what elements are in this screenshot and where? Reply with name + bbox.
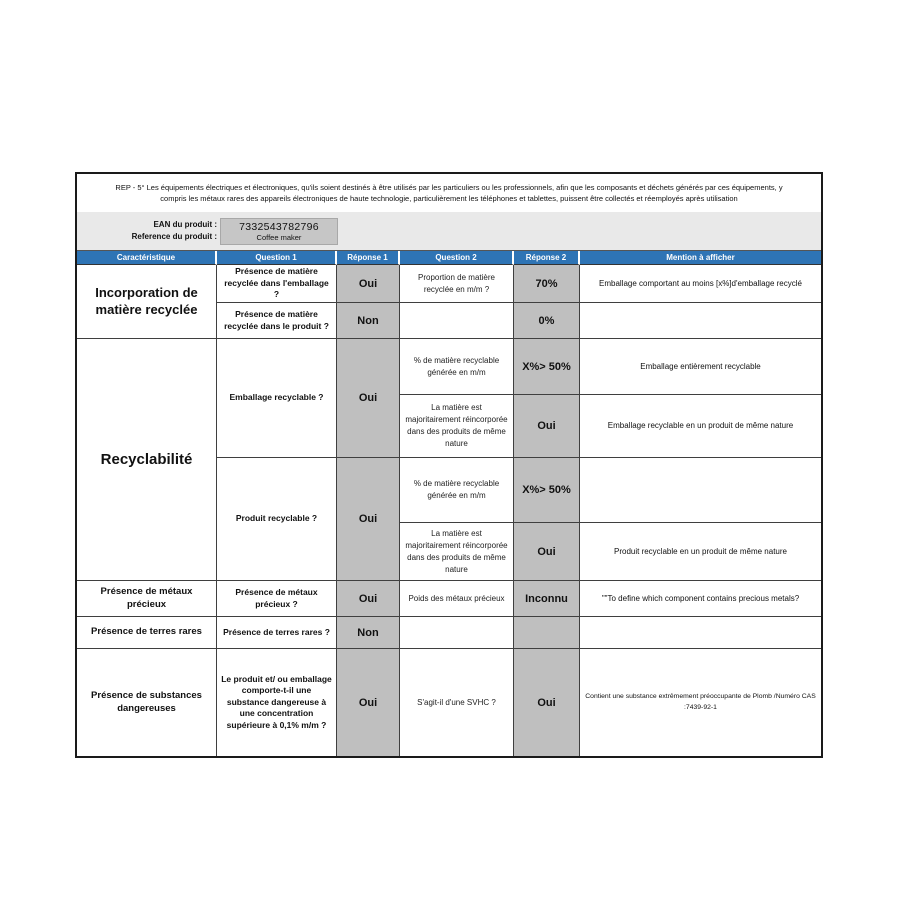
col-header-mention: Mention à afficher xyxy=(580,251,821,265)
mention-substance-preoccupante: Contient une substance extrêmement préoccupante de Plomb /Numéro CAS :7439-92-1 xyxy=(580,649,821,756)
question2-empty-produit xyxy=(400,303,514,339)
question1-matiere-emballage: Présence de matière recyclée dans l'emballage ? xyxy=(217,265,337,303)
reponse2-proportion-recyclee: 70% xyxy=(514,265,580,303)
product-identity-band xyxy=(77,212,821,250)
reponse2-empty-terres-rares xyxy=(514,617,580,649)
mention-empty-terres-rares xyxy=(580,617,821,649)
question2-pct-recyclable-produit: % de matière recyclable générée en m/m xyxy=(400,458,514,523)
question2-pct-recyclable-emballage: % de matière recyclable générée en m/m xyxy=(400,339,514,395)
question2-poids-metaux: Poids des métaux précieux xyxy=(400,581,514,617)
product-sheet xyxy=(75,172,823,758)
reponse2-pct-recyclable-produit: X%> 50% xyxy=(514,458,580,523)
mention-emballage-entierement-recyclable: Emballage entièrement recyclable xyxy=(580,339,821,395)
question1-emballage-recyclable: Emballage recyclable ? xyxy=(217,339,337,458)
mention-emballage-recycle: Emballage comportant au moins [x%]d'emballage recyclé xyxy=(580,265,821,303)
col-header-caracteristique: Caractéristique xyxy=(77,251,217,265)
reponse1-metaux-precieux: Oui xyxy=(337,581,400,617)
mention-empty-pct-produit xyxy=(580,458,821,523)
characteristic-incorporation: Incorporation de matière recyclée xyxy=(77,265,217,339)
product-labels xyxy=(77,219,217,242)
reponse2-pct-recyclable-emballage: X%> 50% xyxy=(514,339,580,395)
reponse1-terres-rares: Non xyxy=(337,617,400,649)
mention-produit-meme-nature: Produit recyclable en un produit de même nature xyxy=(580,523,821,581)
reponse2-poids-metaux: Inconnu xyxy=(514,581,580,617)
question2-svhc: S'agit-il d'une SVHC ? xyxy=(400,649,514,756)
reference-value: Coffee maker xyxy=(256,232,302,242)
reponse1-matiere-emballage: Oui xyxy=(337,265,400,303)
reponse1-produit-recyclable: Oui xyxy=(337,458,400,581)
mention-emballage-meme-nature: Emballage recyclable en un produit de même nature xyxy=(580,395,821,458)
question2-reincorporation-produit: La matière est majoritairement réincorporée dans des produits de même nature xyxy=(400,523,514,581)
ean-label: EAN du produit : xyxy=(153,220,217,230)
product-value-box xyxy=(220,218,338,245)
question1-terres-rares: Présence de terres rares ? xyxy=(217,617,337,649)
mention-empty-produit xyxy=(580,303,821,339)
characteristic-substances-dangereuses: Présence de substances dangereuses xyxy=(77,649,217,756)
question1-metaux-precieux: Présence de métaux précieux ? xyxy=(217,581,337,617)
col-header-question-2: Question 2 xyxy=(400,251,514,265)
col-header-reponse-2: Réponse 2 xyxy=(514,251,580,265)
reponse1-emballage-recyclable: Oui xyxy=(337,339,400,458)
reponse1-substance-dangereuse: Oui xyxy=(337,649,400,756)
reponse2-matiere-produit: 0% xyxy=(514,303,580,339)
question1-substance-dangereuse: Le produit et/ ou emballage comporte-t-il une substance dangereuse à une concentration supérieure à 0,1% m/m ? xyxy=(217,649,337,756)
characteristic-metaux-precieux: Présence de métaux précieux xyxy=(77,581,217,617)
mention-metaux-precieux: ""To define which component contains precious metals? xyxy=(580,581,821,617)
reponse2-reincorporation-produit: Oui xyxy=(514,523,580,581)
question2-reincorporation-emballage: La matière est majoritairement réincorporée dans des produits de même nature xyxy=(400,395,514,458)
ean-value: 7332543782796 xyxy=(239,220,319,233)
question1-produit-recyclable: Produit recyclable ? xyxy=(217,458,337,581)
regulation-note: REP - 5° Les équipements électriques et électroniques, qu'ils soient destinés à être utilisés par les particuliers ou les professionnels, afin que les composants et déchets générés par ces équipements, y compris les métaux rares des appareils électroniques de haute technologie, particulièrement les téléphones et tablettes, puissent être collectés et réemployés après utilisation xyxy=(115,182,783,203)
question1-matiere-produit: Présence de matière recyclée dans le produit ? xyxy=(217,303,337,339)
reference-label: Reference du produit : xyxy=(131,232,217,241)
reponse1-matiere-produit: Non xyxy=(337,303,400,339)
characteristic-terres-rares: Présence de terres rares xyxy=(77,617,217,649)
characteristic-recyclabilite: Recyclabilité xyxy=(77,339,217,581)
reponse2-reincorporation-emballage: Oui xyxy=(514,395,580,458)
reponse2-svhc: Oui xyxy=(514,649,580,756)
col-header-reponse-1: Réponse 1 xyxy=(337,251,400,265)
characteristics-table xyxy=(77,250,821,756)
question2-empty-terres-rares xyxy=(400,617,514,649)
col-header-question-1: Question 1 xyxy=(217,251,337,265)
question2-proportion-recyclee: Proportion de matière recyclée en m/m ? xyxy=(400,265,514,303)
